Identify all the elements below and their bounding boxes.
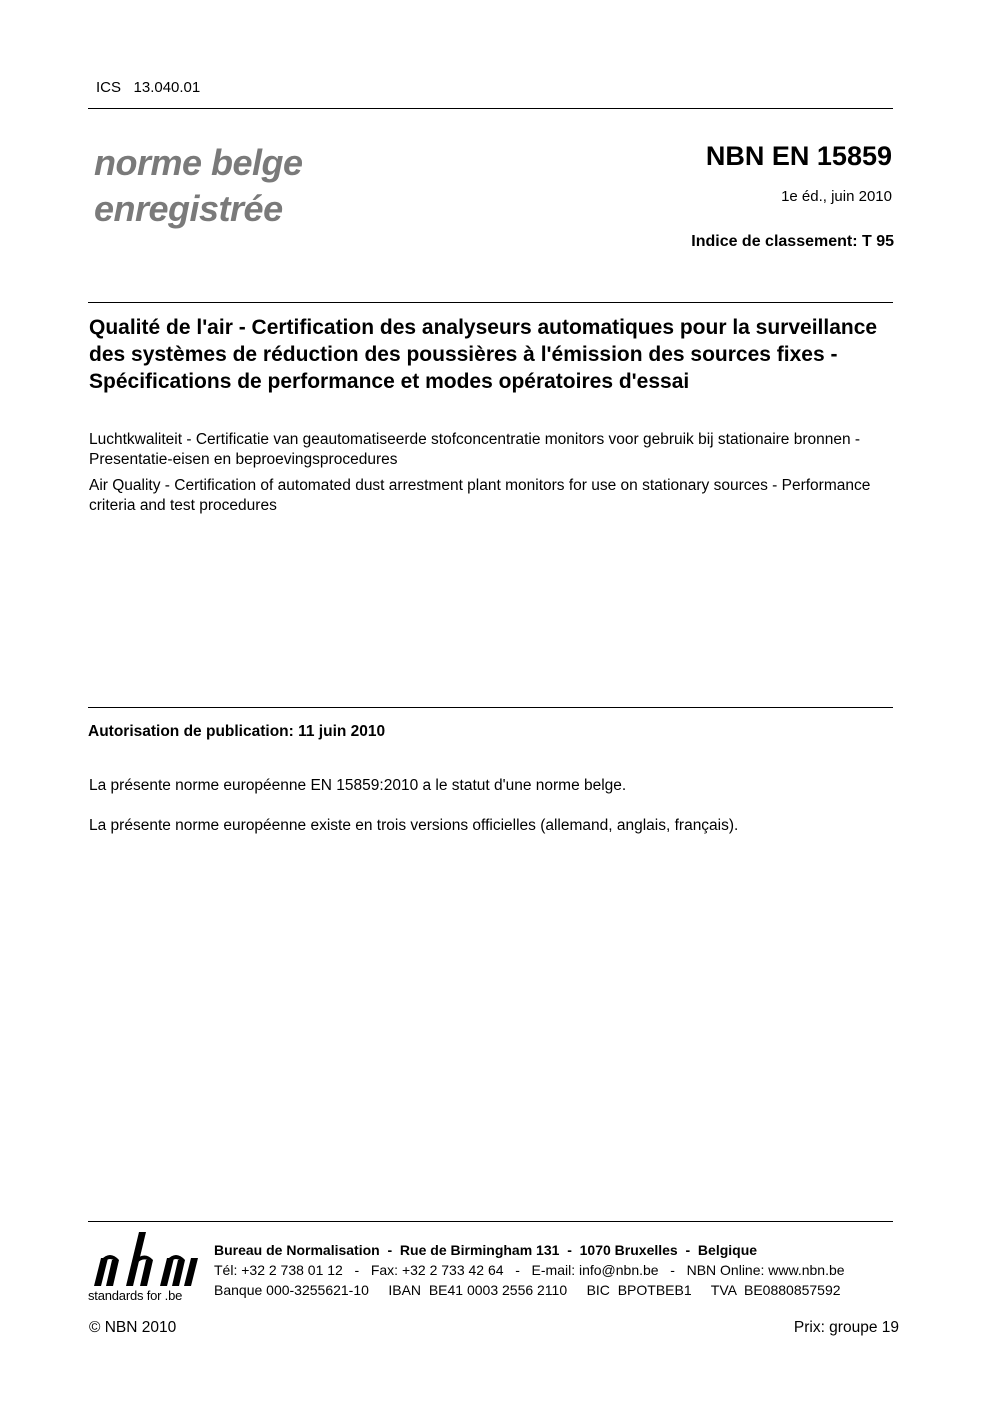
statement-versions: La présente norme européenne existe en trois versions officielles (allemand, anglais, français). xyxy=(89,817,739,834)
title-english: Air Quality - Certification of automated dust arrestment plant monitors for use on stationary sources - Performance criteria and test procedures xyxy=(89,477,871,514)
edition-date: 1e éd., juin 2010 xyxy=(781,188,892,205)
price-group: Prix: groupe 19 xyxy=(793,1319,899,1336)
publication-authorisation: Autorisation de publication: 11 juin 2010 xyxy=(88,723,386,740)
divider-body xyxy=(88,707,893,708)
standard-number: NBN EN 15859 xyxy=(705,141,892,171)
classification-index: Indice de classement: T 95 xyxy=(691,233,894,250)
statement-status: La présente norme européenne EN 15859:2010 a le statut d'une norme belge. xyxy=(89,777,627,794)
address-banking: Banque 000-3255621-10 IBAN BE41 0003 2556 2110 BIC BPOTBEB1 TVA BE0880857592 xyxy=(214,1282,841,1298)
nbn-logo-graphic xyxy=(88,1228,202,1288)
title-dutch: Luchtkwaliteit - Certificatie van geautomatiseerde stofconcentratie monitors voor gebruik bij stationaire bronnen - Presentatie-eisen en beproevingsprocedures xyxy=(89,431,861,468)
norme-belge-line2: enregistrée xyxy=(94,188,283,229)
norme-belge-label xyxy=(94,140,303,232)
title-french: Qualité de l'air - Certification des analyseurs automatiques pour la surveillance des systèmes de réduction des poussières à l'émission des sources fixes - Spécifications de performance et modes opératoires d'essai xyxy=(89,316,878,393)
ics-code: ICS 13.040.01 xyxy=(96,79,201,96)
copyright: © NBN 2010 xyxy=(89,1319,177,1336)
norme-belge-line1: norme belge xyxy=(94,142,303,183)
address-bureau: Bureau de Normalisation - Rue de Birmingham 131 - 1070 Bruxelles - Belgique xyxy=(214,1242,758,1258)
divider-top xyxy=(88,108,893,109)
divider-title xyxy=(88,302,893,303)
address-contacts: Tél: +32 2 738 01 12 - Fax: +32 2 733 42 64 - E-mail: info@nbn.be - NBN Online: www.nbn.be xyxy=(214,1262,845,1278)
logo-caption: standards for .be xyxy=(88,1288,183,1303)
divider-footer xyxy=(88,1221,893,1222)
